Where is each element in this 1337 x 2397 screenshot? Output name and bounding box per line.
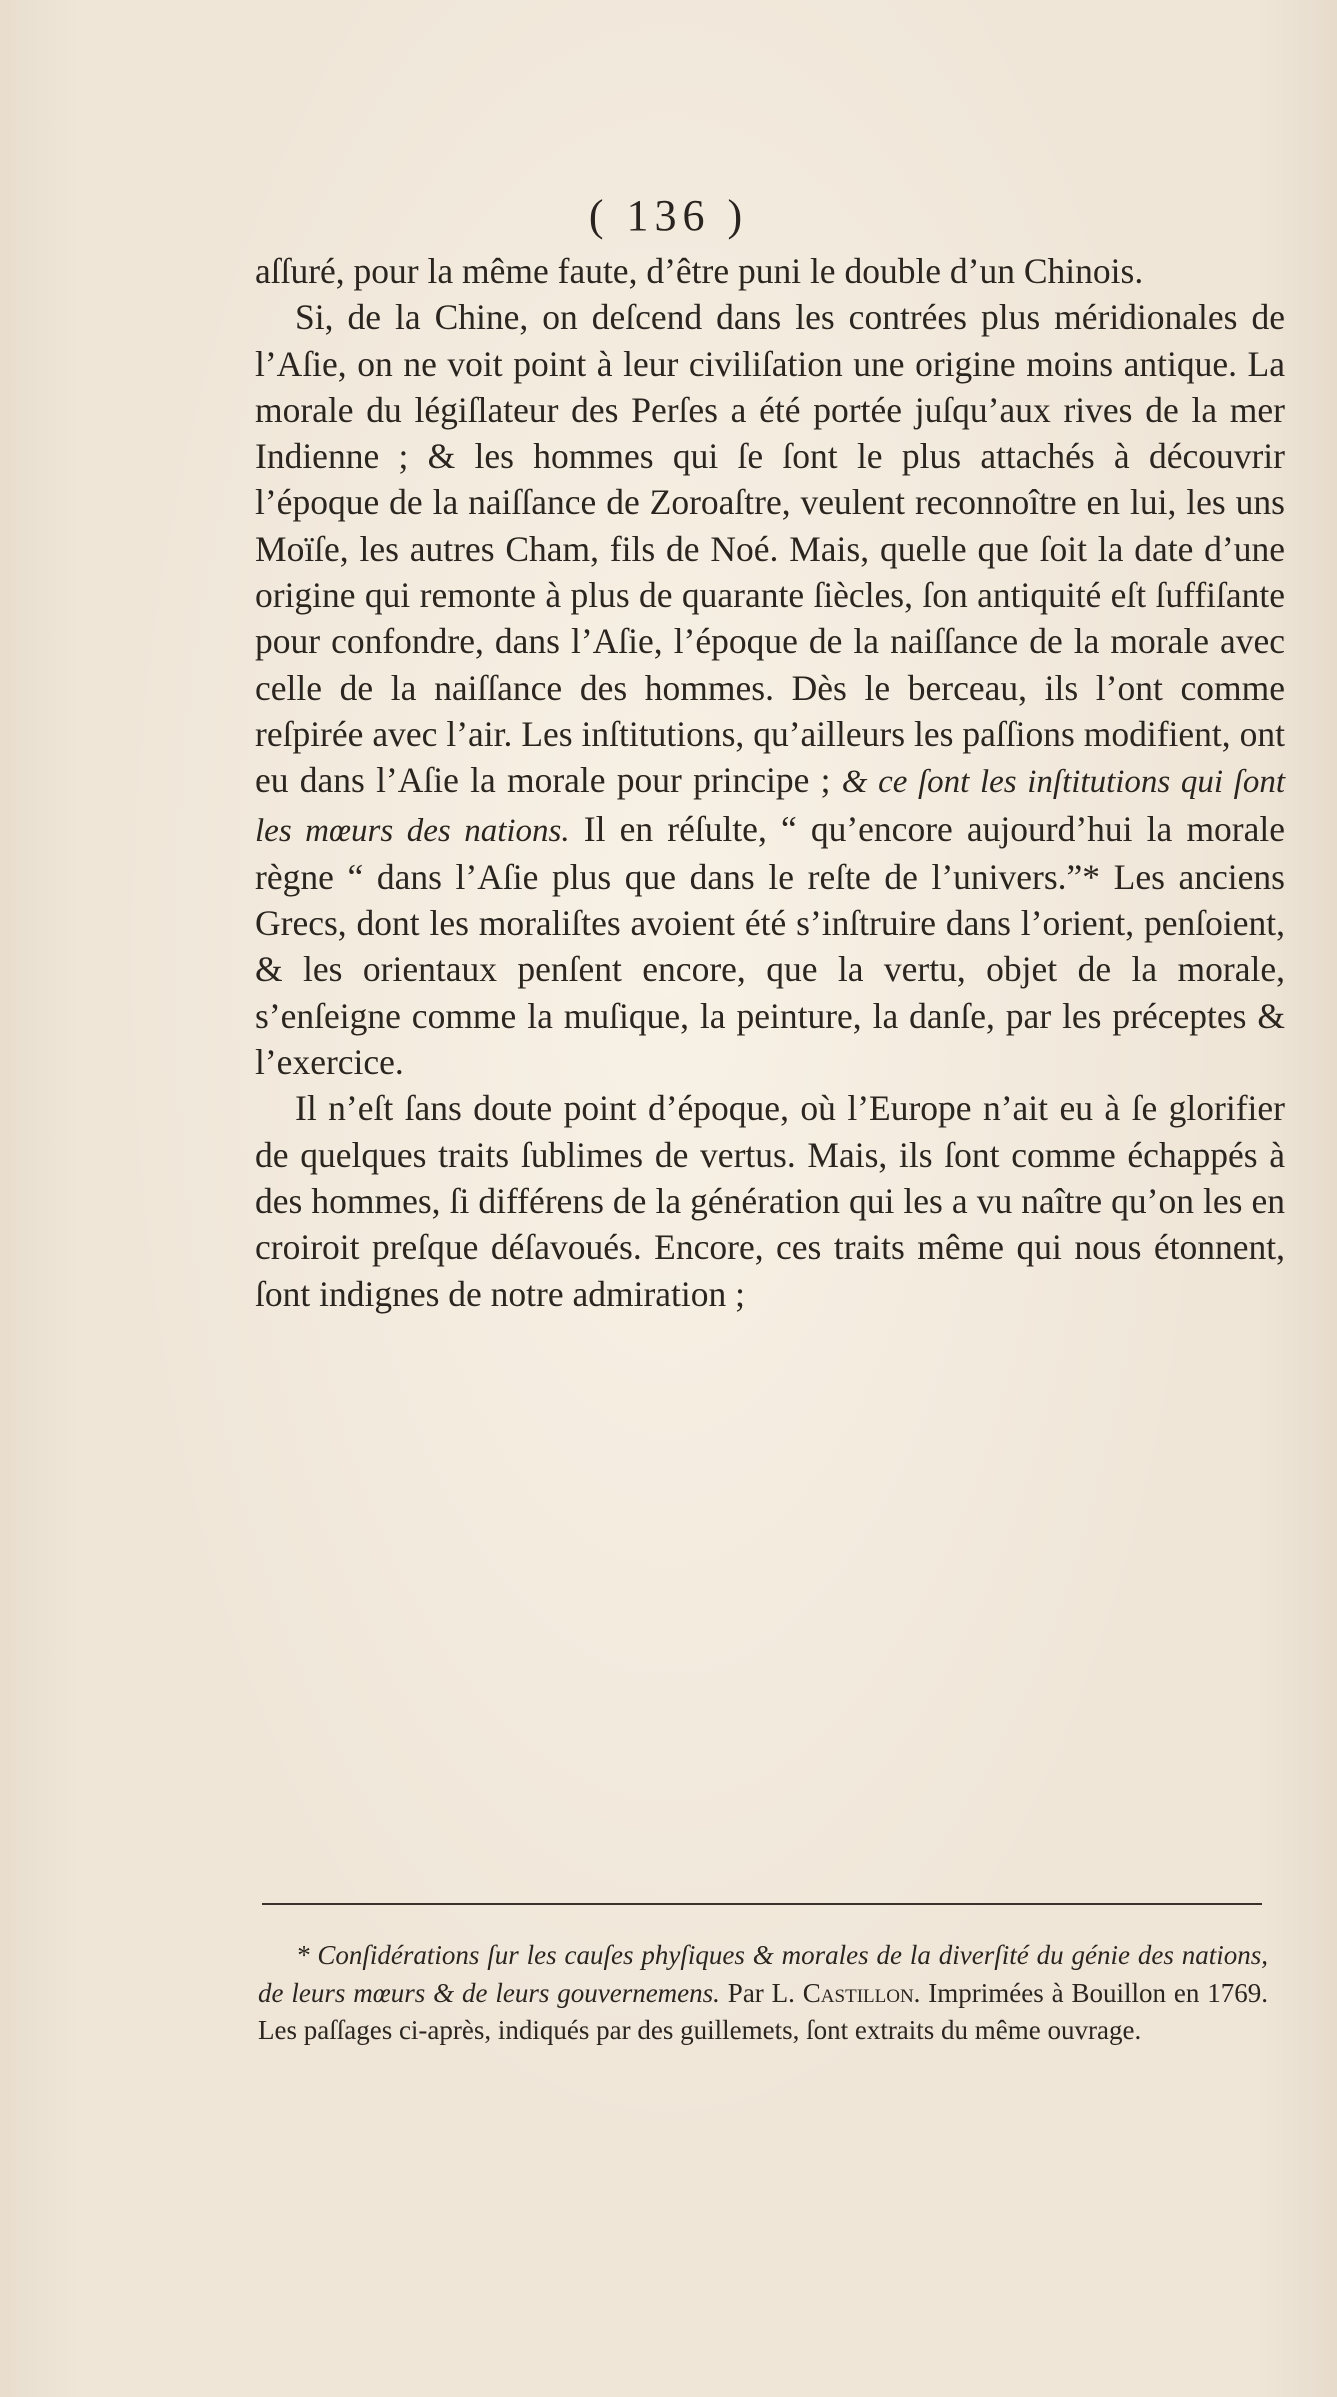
page-number: ( 136 )	[588, 191, 749, 240]
footnote-divider	[262, 1903, 1262, 1905]
footnote-paragraph	[258, 1937, 1268, 2050]
footnote	[258, 1937, 1268, 2050]
paragraph-continued: aſſuré, pour la même faute, d’être puni le double d’un Chinois.	[255, 251, 1144, 291]
footnote-author: L. Castillon.	[771, 1977, 921, 2008]
paragraph-asia-text: Si, de la Chine, on deſcend dans les contrées plus méridionales de l’Aſie, on ne voit point à leur civiliſation une origine moins antique. La morale du légiſlateur des Perſes a été portée juſqu’aux rives de la mer Indienne ; & les hommes qui ſe ſont le plus attachés à découvrir l’époque de la naiſſance de Zoroaſtre, veulent reconnoître en lui, les uns Moïſe, les autres Cham, fils de Noé. Mais, quelle que ſoit la date d’une origine qui remonte à plus de quarante ſiècles, ſon antiquité eſt ſuffiſante pour confondre, dans l’Aſie, l’époque de la naiſſance de la morale avec celle de la naiſſance des hommes. Dès le berceau, ils l’ont comme reſpirée avec l’air. Les inſtitutions, qu’ailleurs les paſſions modifient, ont eu dans l’Aſie la morale pour principe ;	[255, 297, 1285, 801]
footnote-author-prefix: Par	[727, 1977, 764, 2008]
paragraph-europe: Il n’eſt ſans doute point d’époque, où l’Europe n’ait eu à ſe glorifier de quelques traits ſublimes de vertus. Mais, ils ſont comme échappés à des hommes, ſi différens de la génération qui les a vu naître qu’on les en croiroit preſque déſavoués. Encore, ces traits même qui nous étonnent, ſont indignes de notre admiration ;	[255, 1088, 1285, 1314]
paragraph-asia-continuation: Il en réſulte, “ qu’encore aujourd’hui la morale règne “ dans l’Aſie plus que dans le reſte de l’univers.”* Les anciens Grecs, dont les moraliſtes avoient été s’inſtruire dans l’orient, penſoient, & les orientaux penſent encore, que la vertu, objet de la morale, s’enſeigne comme la muſique, la peinture, la danſe, par les préceptes & l’exercice.	[255, 808, 1285, 1083]
italic-maxim: & ce ſont les inſtitutions qui ſont les mœurs des nations.	[255, 764, 1286, 849]
footnote-publication: Imprimées à Bouillon en 1769. Les paſſages ci-après, indiqués par des guillemets, ſont extraits du même ouvrage.	[258, 1977, 1268, 2045]
paragraph-asia	[255, 294, 1285, 1085]
footnote-title: * Conſidérations ſur les cauſes phyſiques & morales de la diverſité du génie des nations, de leurs mœurs & de leurs gouvernemens.	[258, 1940, 1268, 2008]
main-text	[255, 248, 1285, 1317]
